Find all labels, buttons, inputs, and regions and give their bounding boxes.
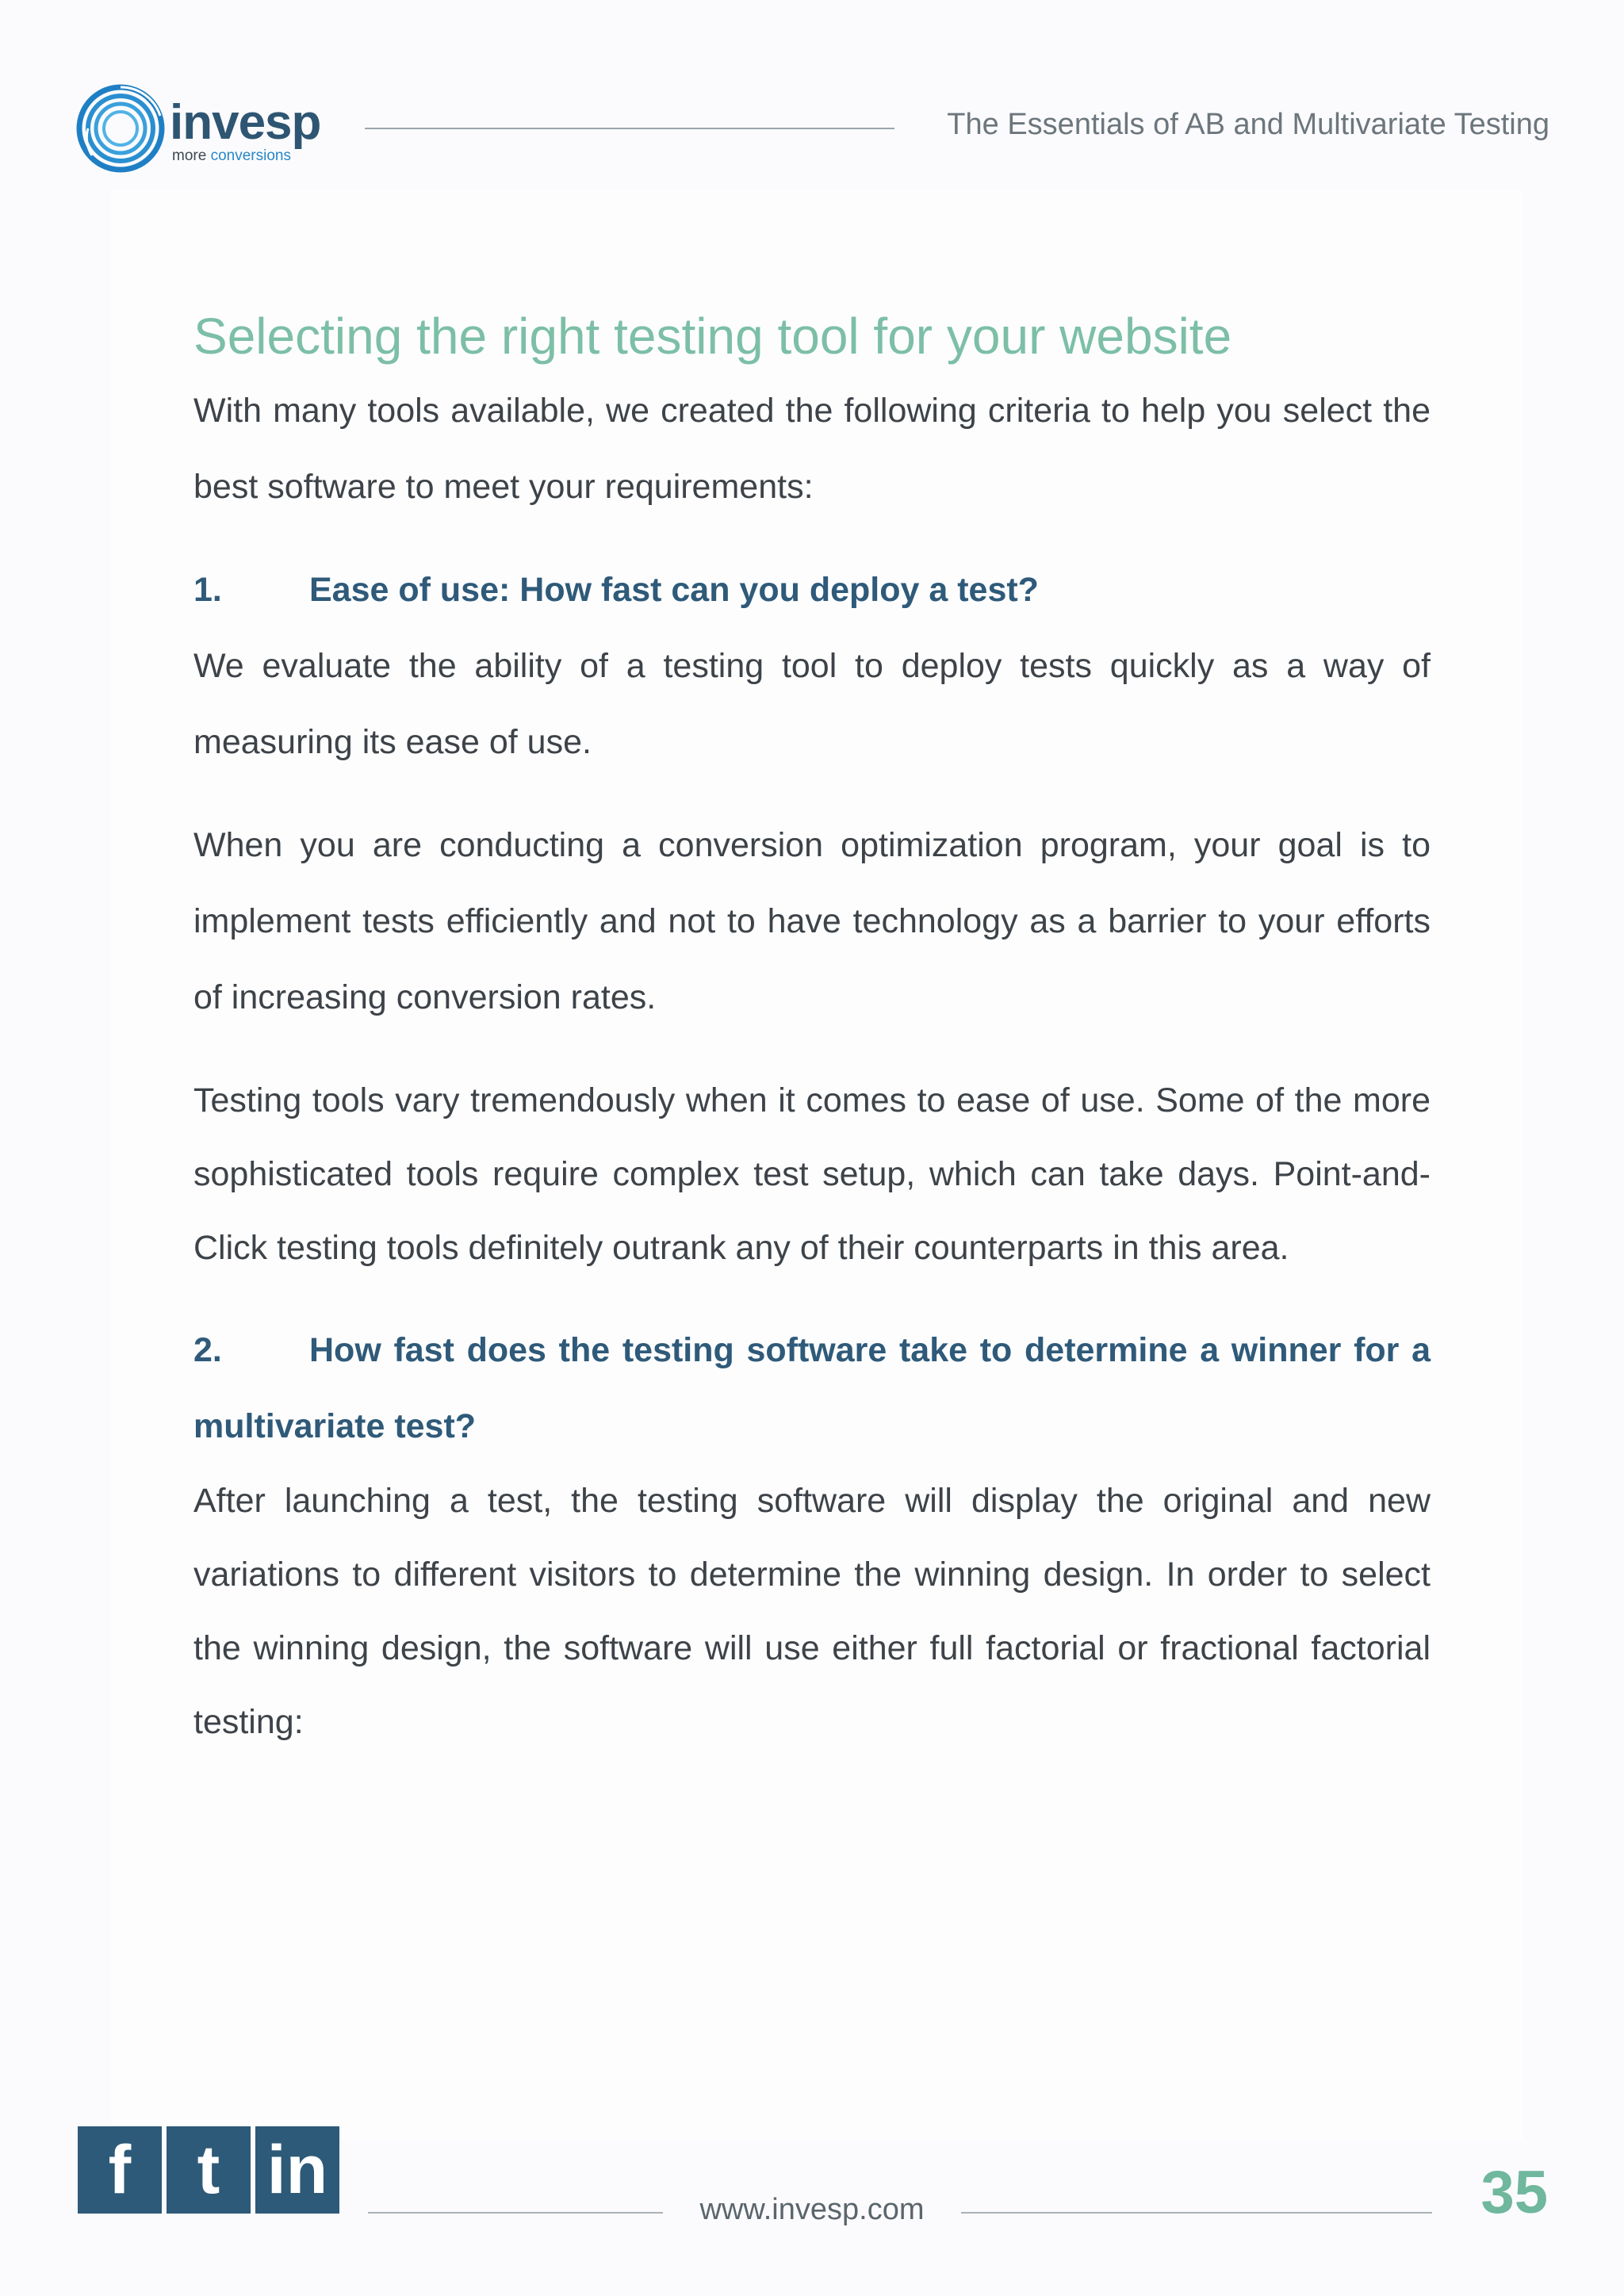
logo-tagline-accent: conversions <box>210 147 291 164</box>
intro-paragraph: With many tools available, we created the following criteria to help you select the best software to meet your requirements: <box>193 392 1431 506</box>
document-title: The Essentials of AB and Multivariate Testing <box>947 108 1549 141</box>
criterion-1-paragraph-2: When you are conducting a conversion optimization program, your goal is to implement tests efficiently and not to have technology as a barrier to your efforts of increasing conversion rates. <box>193 826 1431 1016</box>
header-divider <box>365 128 894 129</box>
linkedin-icon[interactable]: in <box>255 2126 339 2214</box>
logo-spiral-icon <box>76 84 165 173</box>
criterion-1-paragraph-1: We evaluate the ability of a testing tool to deploy tests quickly as a way of measuring its ease of use. <box>193 647 1431 761</box>
section-heading: Selecting the right testing tool for your website <box>193 308 1232 365</box>
footer-website-link[interactable]: www.invesp.com <box>699 2193 925 2226</box>
page-number: 35 <box>1480 2159 1548 2226</box>
footer-divider-left <box>368 2212 663 2214</box>
social-links <box>78 2126 339 2214</box>
criterion-1-title: Ease of use: How fast can you deploy a test? <box>309 571 1039 609</box>
criterion-1-number: 1. <box>193 571 222 609</box>
twitter-icon[interactable]: t <box>167 2126 251 2214</box>
logo-tagline <box>172 147 291 165</box>
criterion-1-paragraph-3: Testing tools vary tremendously when it comes to ease of use. Some of the more sophisticated tools require complex test setup, which can take days. Point-and-Click testing tools definitely outrank any of their counterparts in this area. <box>193 1081 1431 1267</box>
invesp-logo[interactable] <box>76 84 346 179</box>
criterion-2-paragraph-1: After launching a test, the testing software will display the original and new variations to different visitors to determine the winning design. In order to select the winning design, the software will use either full factorial or fractional factorial testing: <box>193 1482 1431 1741</box>
logo-wordmark: invesp <box>170 95 321 150</box>
facebook-icon[interactable]: f <box>78 2126 162 2214</box>
criterion-2-heading <box>193 1312 1431 1464</box>
logo-tagline-prefix: more <box>172 147 211 164</box>
footer-divider-right <box>961 2212 1432 2214</box>
criterion-2-title: How fast does the testing software take to determine a winner for a multivariate test? <box>193 1331 1431 1445</box>
criterion-2-number: 2. <box>193 1331 222 1369</box>
page-content <box>193 300 1431 1759</box>
criterion-1-heading <box>193 552 1431 628</box>
